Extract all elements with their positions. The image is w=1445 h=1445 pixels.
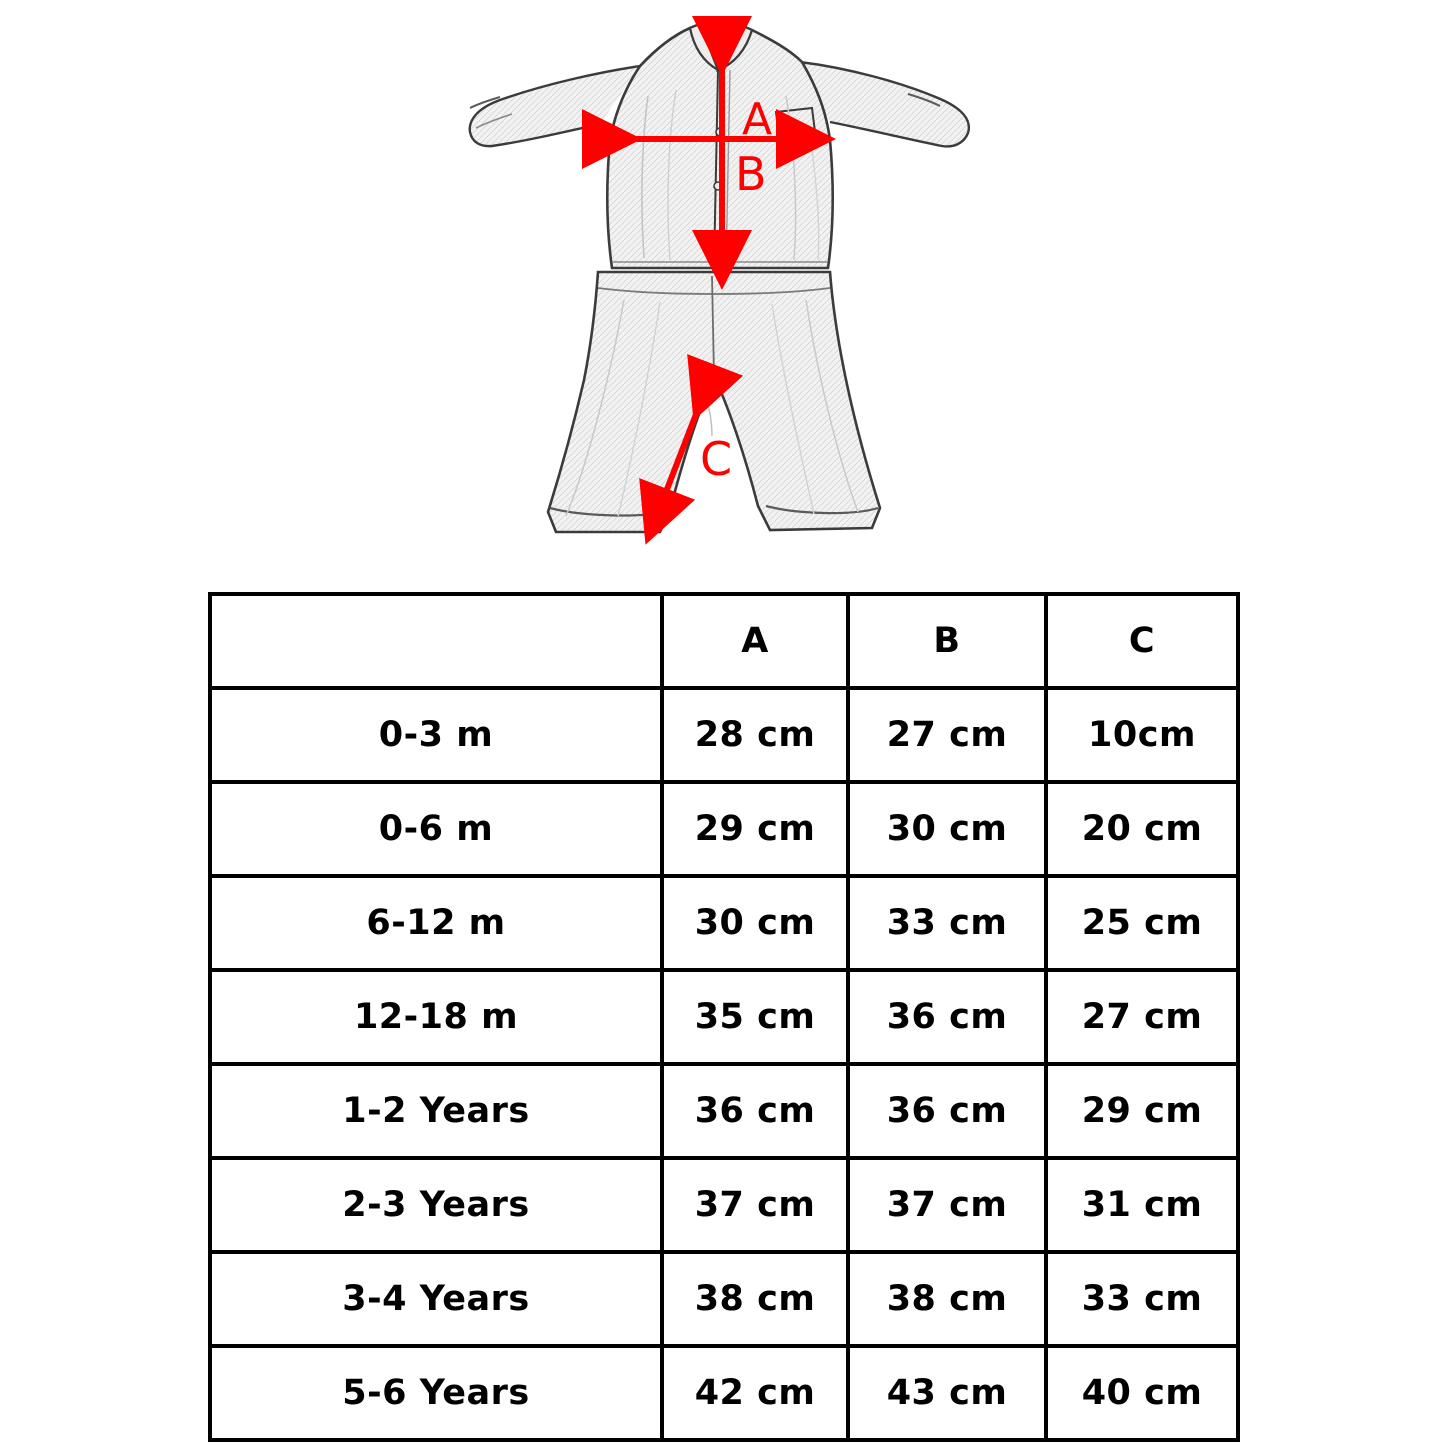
row-value-b: 43 cm: [848, 1346, 1046, 1440]
row-value-b: 36 cm: [848, 970, 1046, 1064]
row-size-label: 6-12 m: [210, 876, 662, 970]
row-value-c: 25 cm: [1046, 876, 1238, 970]
row-value-a: 28 cm: [662, 688, 848, 782]
row-value-b: 27 cm: [848, 688, 1046, 782]
row-value-b: 33 cm: [848, 876, 1046, 970]
row-size-label: 1-2 Years: [210, 1064, 662, 1158]
row-value-c: 40 cm: [1046, 1346, 1238, 1440]
header-a: A: [662, 594, 848, 688]
table-row: [210, 1346, 1238, 1440]
header-size: [210, 594, 662, 688]
row-value-c: 20 cm: [1046, 782, 1238, 876]
row-value-c: 29 cm: [1046, 1064, 1238, 1158]
row-size-label: 3-4 Years: [210, 1252, 662, 1346]
row-size-label: 0-3 m: [210, 688, 662, 782]
table-row: [210, 782, 1238, 876]
row-size-label: 0-6 m: [210, 782, 662, 876]
row-value-a: 38 cm: [662, 1252, 848, 1346]
table-row: [210, 1064, 1238, 1158]
row-size-label: 12-18 m: [210, 970, 662, 1064]
table-row: [210, 688, 1238, 782]
size-table: [208, 592, 1240, 1442]
row-value-b: 37 cm: [848, 1158, 1046, 1252]
header-c: C: [1046, 594, 1238, 688]
row-value-a: 35 cm: [662, 970, 848, 1064]
table-row: [210, 1158, 1238, 1252]
table-row: [210, 970, 1238, 1064]
table-row: [210, 1252, 1238, 1346]
size-chart: [208, 592, 1236, 1442]
row-value-c: 31 cm: [1046, 1158, 1238, 1252]
row-size-label: 2-3 Years: [210, 1158, 662, 1252]
table-header-row: [210, 594, 1238, 688]
garment-illustration: [0, 0, 1445, 580]
row-value-b: 38 cm: [848, 1252, 1046, 1346]
row-value-a: 42 cm: [662, 1346, 848, 1440]
table-row: [210, 876, 1238, 970]
row-value-a: 37 cm: [662, 1158, 848, 1252]
pyjama-bottom-shape: [548, 272, 880, 532]
measure-label-a: A: [742, 94, 773, 145]
row-value-a: 30 cm: [662, 876, 848, 970]
row-value-a: 29 cm: [662, 782, 848, 876]
row-value-b: 30 cm: [848, 782, 1046, 876]
row-value-c: 27 cm: [1046, 970, 1238, 1064]
row-value-c: 33 cm: [1046, 1252, 1238, 1346]
measure-label-c: C: [700, 432, 733, 486]
measure-label-b: B: [735, 147, 767, 201]
row-value-c: 10cm: [1046, 688, 1238, 782]
row-value-b: 36 cm: [848, 1064, 1046, 1158]
header-b: B: [848, 594, 1046, 688]
row-size-label: 5-6 Years: [210, 1346, 662, 1440]
row-value-a: 36 cm: [662, 1064, 848, 1158]
